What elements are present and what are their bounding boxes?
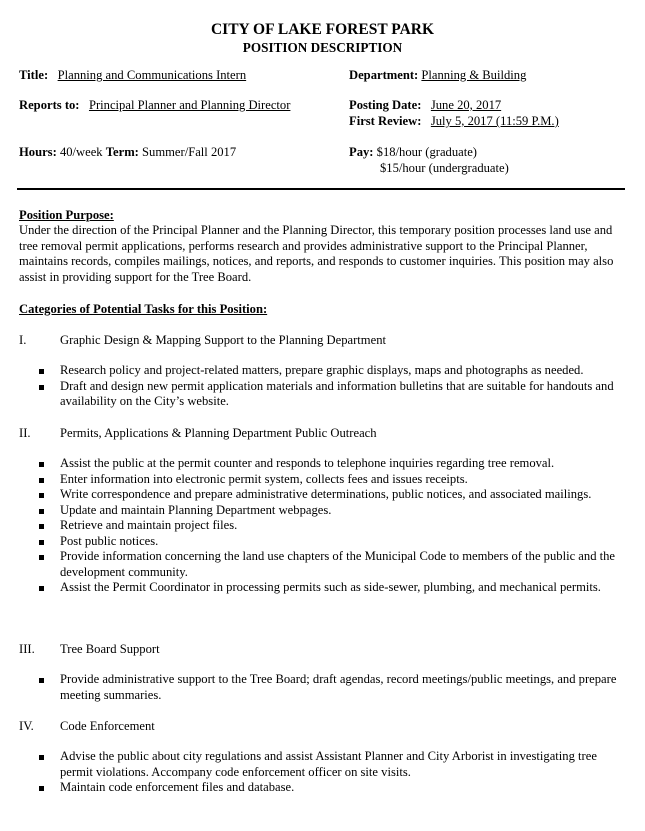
section-bullets xyxy=(0,363,645,410)
section-title: Permits, Applications & Planning Department Public Outreach xyxy=(60,426,377,440)
list-item: Update and maintain Planning Department webpages. xyxy=(0,503,626,519)
purpose-heading: Position Purpose: xyxy=(19,208,114,222)
bullet-icon xyxy=(39,540,44,545)
list-item: Write correspondence and prepare administrative determinations, public notices, and associated mailings. xyxy=(0,487,626,503)
department-label: Department: xyxy=(349,68,419,82)
department-field xyxy=(349,68,526,84)
list-item: Maintain code enforcement files and database. xyxy=(0,780,626,796)
bullet-icon xyxy=(39,524,44,529)
list-item: Research policy and project-related matters, prepare graphic displays, maps and photographs as needed. xyxy=(0,363,626,379)
pay-value-graduate: $18/hour (graduate) xyxy=(376,145,478,159)
bullet-icon xyxy=(39,509,44,514)
bullet-icon xyxy=(39,385,44,390)
reports-label: Reports to: xyxy=(19,98,80,112)
section-bullets xyxy=(0,672,645,703)
department-value: Planning & Building xyxy=(421,68,527,82)
review-value: July 5, 2017 (11:59 P.M.) xyxy=(430,114,559,128)
bullet-icon xyxy=(39,493,44,498)
term-label: Term: xyxy=(105,145,139,159)
first-review-field xyxy=(349,114,559,130)
section-numeral: III. xyxy=(19,642,35,656)
hours-label: Hours: xyxy=(19,145,57,159)
reports-field xyxy=(19,98,290,114)
title-field xyxy=(19,68,246,84)
section-numeral: I. xyxy=(19,333,27,347)
bullet-icon xyxy=(39,678,44,683)
document-title: POSITION DESCRIPTION xyxy=(242,40,403,55)
bullet-icon xyxy=(39,586,44,591)
title-value: Planning and Communications Intern xyxy=(57,68,247,82)
list-item: Enter information into electronic permit system, collects fees and issues receipts. xyxy=(0,472,626,488)
section-numeral: II. xyxy=(19,426,31,440)
section-bullets xyxy=(0,749,645,796)
bullet-icon xyxy=(39,555,44,560)
list-item: Post public notices. xyxy=(0,534,626,550)
review-label: First Review: xyxy=(349,114,422,128)
bullet-icon xyxy=(39,462,44,467)
pay-label: Pay: xyxy=(349,145,374,159)
categories-heading: Categories of Potential Tasks for this Position: xyxy=(19,302,268,316)
org-title: CITY OF LAKE FOREST PARK xyxy=(210,21,435,38)
term-value: Summer/Fall 2017 xyxy=(142,145,237,159)
reports-value: Principal Planner and Planning Director xyxy=(88,98,291,112)
section-title: Graphic Design & Mapping Support to the Planning Department xyxy=(60,333,386,347)
list-item: Assist the Permit Coordinator in processing permits such as side-sewer, plumbing, and mechanical permits. xyxy=(0,580,626,596)
pay-value-undergraduate: $15/hour (undergraduate) xyxy=(380,161,509,175)
list-item: Assist the public at the permit counter and responds to telephone inquiries regarding tree removal. xyxy=(0,456,626,472)
hours-term-field xyxy=(19,145,236,161)
section-numeral: IV. xyxy=(19,719,34,733)
section-bullets xyxy=(0,456,645,596)
posting-value: June 20, 2017 xyxy=(430,98,502,112)
hours-value: 40/week xyxy=(59,145,103,159)
header-divider xyxy=(17,188,625,190)
pay-field xyxy=(349,145,477,161)
bullet-icon xyxy=(39,478,44,483)
list-item: Provide information concerning the land use chapters of the Municipal Code to members of the public and the development community. xyxy=(0,549,626,580)
bullet-icon xyxy=(39,786,44,791)
purpose-text: Under the direction of the Principal Planner and the Planning Director, this temporary position processes land use and tree removal permit applications, performs research and provides administrative support to the Principal Planner, maintains records, compiles mailings, notices, and reports, and responds to customer inquiries. This position may also assist in providing support for the Tree Board. xyxy=(19,223,614,284)
title-label: Title: xyxy=(19,68,49,82)
posting-date-field xyxy=(349,98,501,114)
list-item: Provide administrative support to the Tree Board; draft agendas, record meetings/public meetings, and prepare meeting summaries. xyxy=(0,672,626,703)
list-item: Advise the public about city regulations and assist Assistant Planner and City Arborist in investigating tree permit violations. Accompany code enforcement officer on site visits. xyxy=(0,749,626,780)
list-item: Draft and design new permit application materials and information bulletins that are suitable for handouts and availability on the City’s website. xyxy=(0,379,626,410)
list-item: Retrieve and maintain project files. xyxy=(0,518,626,534)
section-title: Tree Board Support xyxy=(60,642,160,656)
section-title: Code Enforcement xyxy=(60,719,155,733)
posting-label: Posting Date: xyxy=(349,98,422,112)
bullet-icon xyxy=(39,755,44,760)
bullet-icon xyxy=(39,369,44,374)
